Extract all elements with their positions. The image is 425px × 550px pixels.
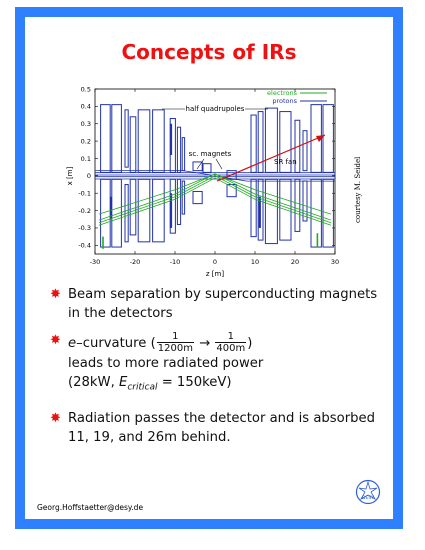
sr-fan-arrowhead [316, 135, 325, 142]
fraction-numerator: 1 [215, 331, 246, 343]
bullet-star-icon: ✸ [50, 411, 61, 426]
x-axis-label: z [m] [205, 270, 225, 278]
magnet-block-upper [251, 115, 256, 172]
ir-layout-plot [42, 73, 382, 283]
close-paren: ) [247, 335, 253, 351]
arrow-symbol: → [199, 335, 211, 351]
bullet-e-curvature [50, 331, 388, 398]
svg-text:DESY: DESY [362, 496, 374, 501]
curvature-label: –curvature ( [76, 335, 156, 351]
magnet-block-lower [138, 179, 150, 242]
slide-title: Concepts of IRs [121, 40, 297, 64]
x-tick-label: 10 [250, 258, 260, 266]
x-tick-label: 0 [212, 258, 218, 266]
bullet-line2: leads to more radiated power [68, 356, 264, 371]
magnet-block-upper [138, 110, 150, 173]
y-axis-label: x [m] [66, 166, 74, 186]
e-critical-symbol: E [119, 375, 128, 390]
footer-email: Georg.Hoffstaetter@desy.de [37, 503, 144, 512]
y-tick-label: 0 [86, 172, 91, 181]
fraction-denominator: 1200m [157, 343, 193, 354]
magnet-block-upper [177, 127, 180, 172]
magnet-block-lower [295, 179, 300, 231]
fraction-denominator: 400m [216, 343, 246, 354]
y-tick-label: 0.5 [80, 85, 91, 94]
x-tick-label: -20 [129, 258, 141, 266]
x-tick-label: 20 [290, 258, 300, 266]
plot-axes-box [95, 89, 335, 254]
y-tick-label: -0.3 [78, 224, 91, 233]
bullet-radiation [50, 409, 388, 447]
energy-value: = 150keV) [157, 375, 232, 390]
magnet-block-upper [153, 110, 165, 173]
y-tick-label: 0.2 [80, 137, 91, 146]
critical-subscript: critical [127, 382, 158, 393]
electron-symbol: e [68, 335, 77, 351]
magnet-block-upper [125, 110, 128, 167]
bullet-text: Radiation passes the detector and is absorbed 11, 19, and 26m behind. [68, 411, 375, 445]
magnet-block-upper [303, 131, 307, 171]
y-tick-label: -0.2 [78, 206, 91, 215]
magnet-block-upper [323, 105, 333, 173]
bullet-line1 [68, 331, 253, 354]
magnet-block-lower [130, 179, 136, 235]
bullet-line3 [68, 375, 232, 393]
sr-fan-arrow [217, 135, 325, 181]
magnet-block-upper [130, 117, 136, 173]
y-tick-label: -0.1 [78, 189, 91, 198]
magnet-block-upper [182, 138, 184, 171]
bullet-star-icon: ✸ [50, 287, 61, 302]
sc-magnet [203, 164, 211, 173]
y-tick-label: 0.3 [80, 120, 91, 129]
label-half-quadrupoles: half quadrupoles [185, 105, 245, 113]
legend-protons-label: protons [272, 97, 297, 105]
x-tick-label: -30 [89, 258, 101, 266]
beam-orbits [95, 171, 335, 249]
magnet-blocks [101, 105, 334, 247]
label-sc-magnets: sc. magnets [188, 150, 232, 158]
label-sr-fan: SR fan [274, 158, 297, 166]
magnet-block-lower [265, 179, 277, 243]
fraction-400m [215, 331, 246, 354]
y-tick-label: -0.4 [78, 241, 91, 250]
electron-orbit [99, 178, 331, 225]
fraction-1200m [157, 331, 194, 354]
x-tick-label: 30 [330, 258, 340, 266]
y-tick-label: 0.1 [80, 154, 91, 163]
pointer-line [216, 159, 222, 169]
bullet-text: Beam separation by superconducting magnets in the detectors [68, 287, 378, 321]
magnet-block-upper [101, 105, 111, 173]
bullet-star-icon: ✸ [50, 333, 61, 348]
magnet-block-lower [153, 179, 165, 242]
magnet-block-lower [303, 181, 307, 221]
bullet-beam-separation [50, 285, 388, 323]
label-courtesy: courtesy M. Seidel [354, 156, 362, 223]
sc-magnet [193, 191, 202, 203]
legend-electrons-label: electrons [267, 89, 297, 97]
x-tick-label: -10 [169, 258, 181, 266]
y-tick-label: 0.4 [80, 102, 91, 111]
desy-logo [355, 479, 381, 505]
magnet-block-upper [112, 105, 122, 173]
magnet-block-lower [177, 179, 180, 224]
electron-orbit [99, 176, 331, 223]
magnet-block-lower [251, 179, 256, 236]
magnet-block-lower [311, 179, 321, 247]
slide-frame [15, 7, 403, 529]
fraction-numerator: 1 [157, 331, 194, 343]
power-value: (28kW, [68, 375, 119, 390]
